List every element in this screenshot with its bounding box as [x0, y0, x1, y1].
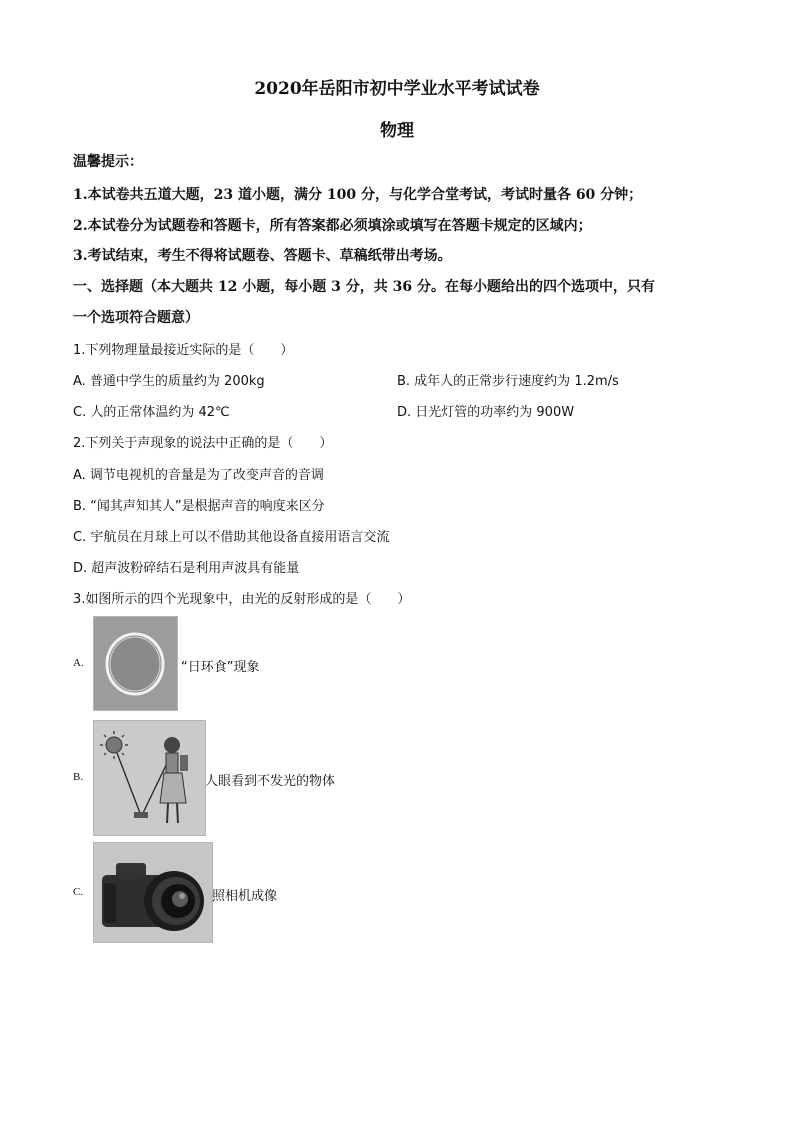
- section-heading-line2: 一个选项符合题意）: [73, 310, 199, 326]
- question-2-option-c: C. 宇航员在月球上可以不借助其他设备直接用语言交流: [73, 530, 390, 545]
- exam-title: 2020年岳阳市初中学业水平考试试卷: [254, 79, 540, 99]
- question-1-option-b: B. 成年人的正常步行速度约为 1.2m/s: [397, 374, 619, 389]
- notice-item-3: 3.考试结束，考生不得将试题卷、答题卡、草稿纸带出考场。: [73, 248, 452, 264]
- question-3-option-b-label: B.: [73, 771, 84, 783]
- question-1-stem: 1.下列物理量最接近实际的是（ ）: [73, 343, 294, 358]
- section-heading-line1: 一、选择题（本大题共 12 小题，每小题 3 分，共 36 分。在每小题给出的四个选项中，只有: [73, 279, 655, 295]
- question-3-option-a-caption: “日环食”现象: [181, 660, 260, 675]
- question-3-option-c-caption: 照相机成像: [212, 889, 278, 904]
- question-2-option-a: A. 调节电视机的音量是为了改变声音的音调: [73, 468, 324, 483]
- notice-heading: 温馨提示：: [73, 154, 143, 170]
- question-2-option-b: B. “闻其声知其人”是根据声音的响度来区分: [73, 499, 325, 514]
- notice-item-2: 2.本试卷分为试题卷和答题卡，所有答案都必须填涂或填写在答题卡规定的区域内；: [73, 218, 592, 234]
- question-1-option-a: A. 普通中学生的质量约为 200kg: [73, 374, 265, 389]
- sun-mirror-girl-icon: [94, 721, 205, 835]
- question-2-stem: 2.下列关于声现象的说法中正确的是（ ）: [73, 436, 333, 451]
- question-1-option-c: C. 人的正常体温约为 42℃: [73, 405, 230, 420]
- camera-icon: [94, 843, 212, 942]
- question-2-option-d: D. 超声波粉碎结石是利用声波具有能量: [73, 561, 300, 576]
- notice-item-1: 1.本试卷共五道大题，23 道小题，满分 100 分，与化学合堂考试，考试时量各 60 分钟；: [73, 187, 643, 203]
- question-3-option-a-label: A.: [73, 657, 84, 669]
- question-1-option-d: D. 日光灯管的功率约为 900W: [397, 405, 575, 420]
- solar-eclipse-ring-icon: [94, 617, 177, 710]
- solar-eclipse-image: [93, 616, 178, 711]
- question-3-option-b-caption: 人眼看到不发光的物体: [205, 774, 336, 789]
- subject-title: 物理: [380, 121, 414, 141]
- question-3-option-c-label: C.: [73, 886, 84, 898]
- question-3-stem: 3.如图所示的四个光现象中，由光的反射形成的是（ ）: [73, 592, 411, 607]
- reflection-image: [93, 720, 206, 836]
- camera-image: [93, 842, 213, 943]
